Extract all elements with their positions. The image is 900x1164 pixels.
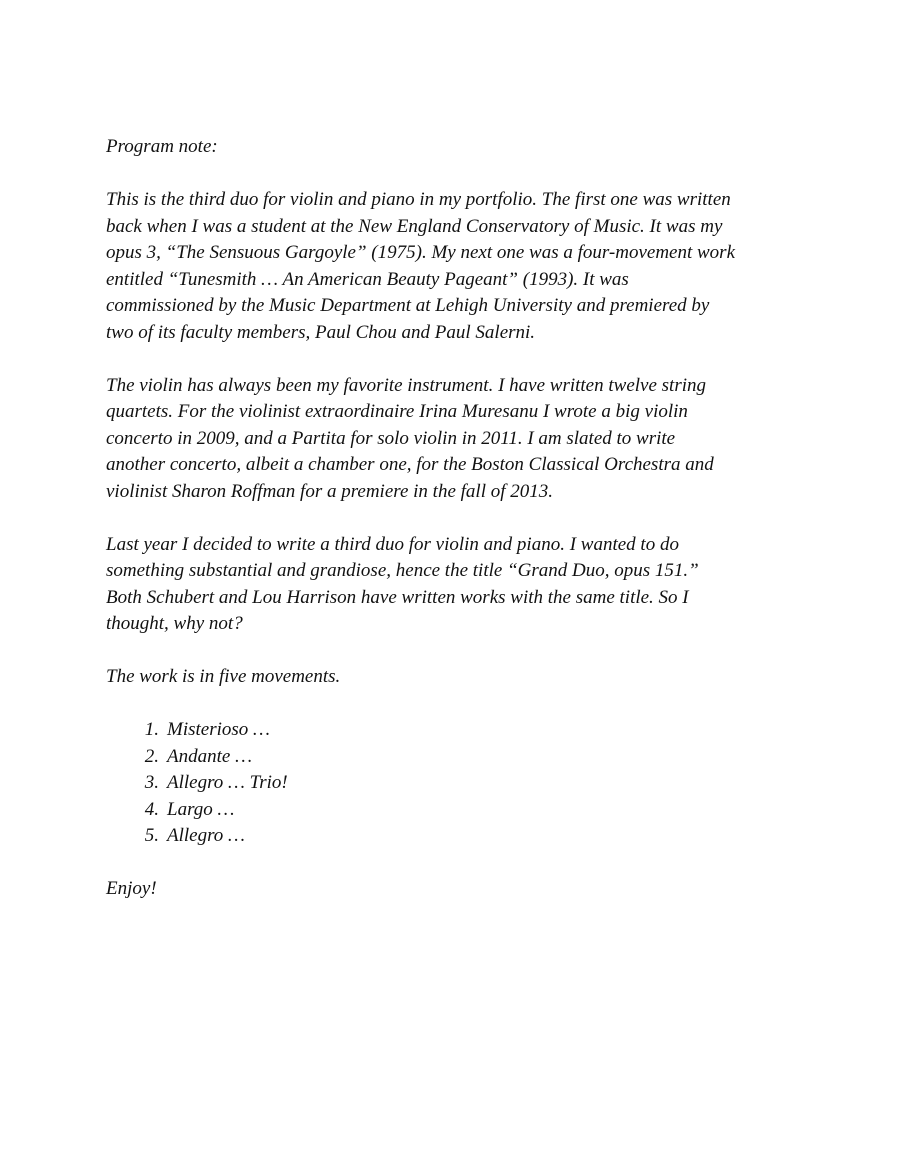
movement-title: Allegro … Trio! [167,772,288,793]
program-note-page [106,134,806,929]
program-note-heading: Program note: [106,136,218,157]
movement-title: Andante … [167,745,252,767]
list-item [106,770,806,797]
paragraph-history: This is the third duo for violin and piano in my portfolio. The first one was written back when I was a student at the New England Conservatory of Music. It was my opus 3, “The Sensuous Gargoyle” (1975). My next one was a four-movement work entitled “Tunesmith … An American Beauty Pageant” (1993). It was commissioned by the Music Department at Lehigh University and premiered by two of its faculty members, Paul Chou and Paul Salerni. [106,189,736,343]
list-item [106,797,806,824]
movement-title: Largo … [167,798,235,820]
movements-list [106,717,806,850]
movement-number: 5 . [106,823,159,850]
movement-title: Misterioso … [167,719,270,740]
paragraph-movements-intro: The work is in five movements. [106,666,341,687]
list-item [106,744,806,771]
closing-line: Enjoy! [106,878,157,899]
movement-number: 4 . [106,797,159,824]
movement-title: Allegro … [167,825,245,846]
list-item [106,717,806,744]
list-item [106,823,806,850]
paragraph-violin: The violin has always been my favorite instrument. I have written twelve string quartets. For the violinist extraordinaire Irina Muresanu I wrote a big violin concerto in 2009, and a Partita for solo violin in 2011. I am slated to write another concerto, albeit a chamber one, for the Boston Classical Orchestra and violinist Sharon Roffman for a premiere in the fall of 2013. [106,374,714,502]
movement-number: 2 . [106,744,159,771]
movement-number: 1 . [106,717,159,744]
movement-number: 3 . [106,770,159,797]
paragraph-grand-duo: Last year I decided to write a third duo for violin and piano. I wanted to do something substantial and grandiose, hence the title “Grand Duo, opus 151.” Both Schubert and Lou Harrison have written works with the same title. So I thought, why not? [106,533,699,634]
